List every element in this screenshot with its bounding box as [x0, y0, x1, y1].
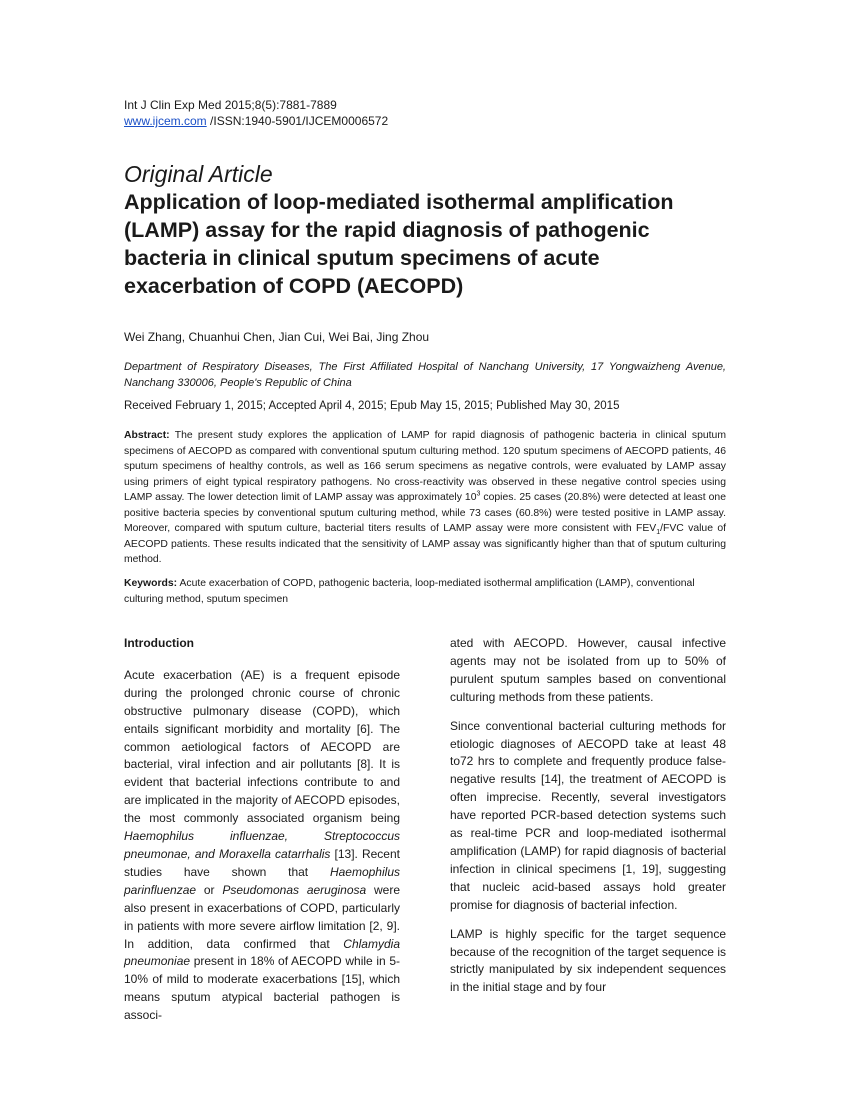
intro-species-4: Chlamydia pneumoniae: [124, 936, 400, 969]
journal-site-line: [124, 113, 388, 129]
abstract-text-2: copies. 25 cases (20.8%) were detected at least one positive bacteria species by conventional sputum culturing method, while 73 cases (60.8%) were tested positive in LAMP assay. Moreover, compared with sputum culture, bacterial titers results of LAMP assay were more consistent with FEV: [124, 492, 726, 534]
keywords-label: Keywords:: [124, 578, 178, 589]
article-type: Original Article: [124, 161, 273, 187]
keywords-text: Acute exacerbation of COPD, pathogenic bacteria, loop-mediated isothermal amplification (LAMP), conventional culturing method, sputum specimen: [124, 578, 695, 605]
intro-text-4: were also present in exacerbations of COPD, particularly in patients with more severe airflow limitation [2, 9]. In addition, data confirmed that: [124, 882, 400, 951]
intro-species-2: Haemophilus parinfluenzae: [124, 864, 400, 897]
author-list: Wei Zhang, Chuanhui Chen, Jian Cui, Wei Bai, Jing Zhou: [124, 330, 430, 344]
body-column-left: [124, 635, 400, 1036]
body-column-right: [450, 635, 726, 1008]
abstract: [124, 428, 726, 568]
intro-species-1: Haemophilus influenzae, Streptococcus pneumonae, and Moraxella catarrhalis: [124, 829, 400, 861]
intro-paragraph-1: [124, 667, 400, 1025]
intro-paragraph-1-cont: ated with AECOPD. However, causal infective agents may not be isolated from up to 50% of purulent sputum samples based on conventional culturing methods from these patients.: [450, 636, 726, 704]
abstract-sub: 1: [656, 529, 661, 537]
journal-citation: Int J Clin Exp Med 2015;8(5):7881-7889: [124, 98, 337, 112]
journal-issn: /ISSN:1940-5901/IJCEM0006572: [206, 114, 389, 128]
keywords: [124, 576, 726, 607]
intro-text-1: Acute exacerbation (AE) is a frequent episode during the prolonged chronic course of chronic obstructive pulmonary disease (COPD), which entails significant morbidity and mortality [6]. The common aetiological factors of AECOPD are bacterial, viral infection and air pollutants [8]. It is evident that bacterial infections contribute to and are implicated in the majority of AECOPD episodes, the most commonly associated organism being: [124, 667, 400, 826]
intro-text-2: [13]. Recent studies have shown that: [124, 846, 400, 879]
abstract-text-3: /FVC value of AECOPD patients. These results indicated that the sensitivity of LAMP assay was significantly higher than that of sputum culturing method.: [124, 523, 726, 565]
intro-species-3: Pseudomonas aeruginosa: [222, 882, 367, 897]
abstract-label: Abstract:: [124, 430, 170, 441]
publication-dates: Received February 1, 2015; Accepted April 4, 2015; Epub May 15, 2015; Published May 30, 2015: [124, 400, 620, 412]
affiliation: Department of Respiratory Diseases, The First Affiliated Hospital of Nanchang University, 17 Yongwaizheng Avenue, Nanchang 330006, People's Republic of China: [124, 361, 726, 389]
intro-paragraph-2: Since conventional bacterial culturing methods for etiologic diagnoses of AECOPD take at least 48 to72 hrs to complete and frequently produce false-negative results [14], the treatment of AECOPD is often imprecise. Recently, several investigators have reported PCR-based detection systems such as real-time PCR and loop-mediated isothermal amplification (LAMP) for rapid diagnosis of bacterial infection in clinical specimens [1, 19], suggesting that nucleic acid-based assays hold greater promise for diagnosis of bacterial infection.: [450, 718, 726, 912]
intro-text-5: present in 18% of AECOPD while in 5-10% of mild to moderate exacerbations [15], which means sputum atypical bacterial pathogen is associ-: [124, 954, 400, 1023]
journal-header: [124, 97, 388, 129]
abstract-sup: 3: [476, 490, 481, 498]
journal-site-link[interactable]: www.ijcem.com: [124, 114, 207, 128]
article-title: Application of loop-mediated isothermal amplification (LAMP) assay for the rapid diagnosis of pathogenic bacteria in clinical sputum specimens of acute exacerbation of COPD (AECOPD): [124, 190, 674, 298]
abstract-text-1: The present study explores the application of LAMP for rapid diagnosis of pathogenic bacteria in clinical sputum specimens of AECOPD as compared with conventional sputum culturing method. 120 sputum specimens of AECOPD patients, 46 sputum specimens of healthy controls, as well as 166 serum specimens as negative controls, were evaluated by LAMP assay using primers of eight typical respiratory pathogens. No cross-reactivity was observed in these negative control species using LAMP assay. The lower detection limit of LAMP assay was approximately 10: [124, 430, 726, 503]
intro-text-3: or: [196, 882, 223, 897]
section-heading-introduction: Introduction: [124, 636, 194, 650]
intro-paragraph-3: LAMP is highly specific for the target sequence because of the recognition of the target sequence is strictly manipulated by six independent sequences in the initial stage and by four: [450, 926, 726, 995]
